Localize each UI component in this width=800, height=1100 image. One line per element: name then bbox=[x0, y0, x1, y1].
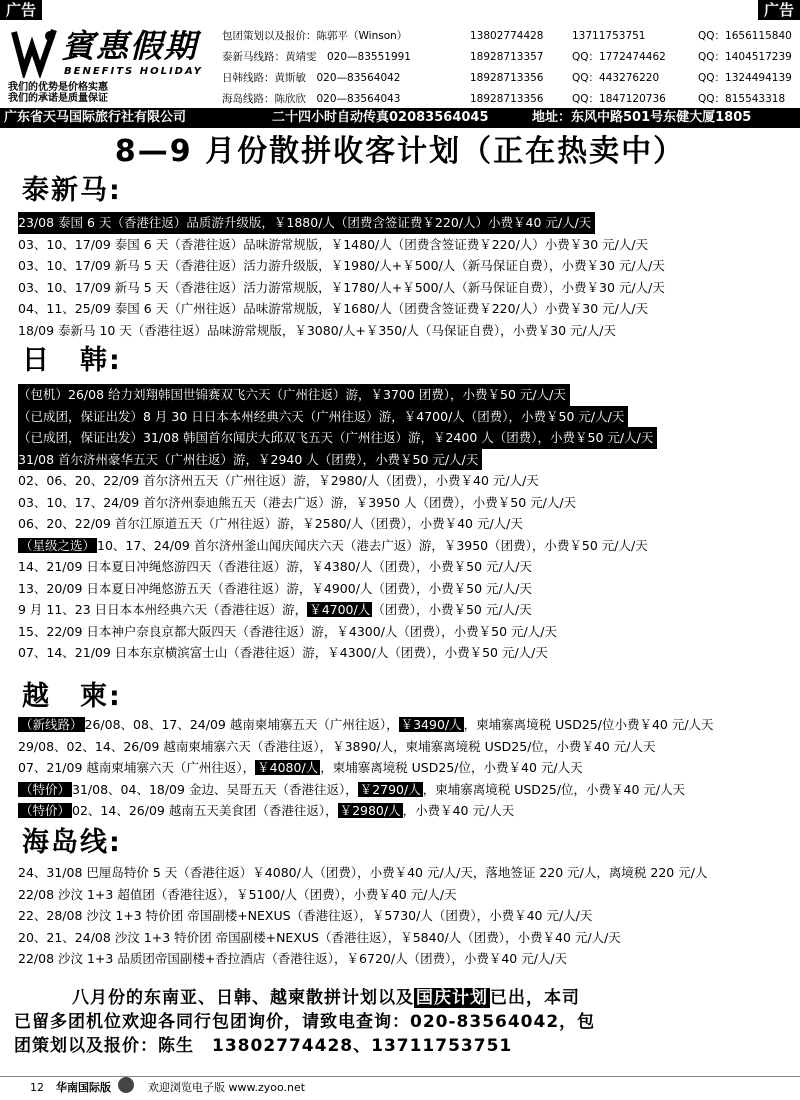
logo-mark-icon bbox=[10, 26, 60, 78]
company-name: 广东省天马国际旅行社有限公司 bbox=[4, 110, 187, 125]
list-item: 04、11、25/09 泰国 6 天（广州往返）品味游常规版，￥1680/人（团费含签证费￥220/人）小费￥30 元/人/天 bbox=[18, 301, 649, 316]
list-item: 06、20、22/09 首尔江原道五天（广州往返）游，￥2580/人（团费），小费￥40 元/人/天 bbox=[18, 516, 523, 531]
slogan-promise: 我们的承诺是质量保证 bbox=[8, 93, 108, 104]
emblem-icon bbox=[118, 1077, 134, 1093]
list-item: （星级之选） 10、17、24/09 首尔济州釜山闻庆闻庆六天（港去广返）游，￥3950（团费），小费￥50 元/人/天 bbox=[20, 537, 648, 553]
contact-name: 日韩线路：黄斯敏 020—83564042 bbox=[222, 72, 401, 84]
slogan-advantage: 我们的优势是价格实惠 bbox=[8, 82, 108, 93]
list-item: 22、28/08 沙汶 1+3 特价团 帝国副楼+NEXUS（香港往返），￥5730/人（团费），小费￥40 元/人/天 bbox=[18, 908, 593, 923]
list-item: 31/08 首尔济州豪华五天（广州往返）游，￥2940 人（团费），小费￥50 元/人/天 bbox=[18, 449, 798, 471]
list-item: 03、10、17/09 新马 5 天（香港往返）活力游升级版，￥1980/人+￥500/人（新马保证自费），小费￥30 元/人/天 bbox=[18, 258, 665, 273]
contact-qq: QQ：1324494139 bbox=[698, 72, 792, 84]
contact-name: 泰新马线路：黄靖雯 020—83551991 bbox=[222, 51, 411, 63]
contact-qq: QQ：1772474462 bbox=[572, 51, 666, 63]
header bbox=[0, 20, 800, 108]
contact-row bbox=[222, 47, 798, 68]
contact-qq: QQ：815543318 bbox=[698, 93, 786, 105]
list-item: 02、06、20、22/09 首尔济州五天（广州往返）游，￥2980/人（团费），小费￥40 元/人/天 bbox=[18, 473, 539, 488]
thai-list bbox=[18, 212, 798, 341]
contact-qq: QQ：1404517239 bbox=[698, 51, 792, 63]
magazine-name: 华南国际版 bbox=[56, 1081, 111, 1094]
list-item: 22/08 沙汶 1+3 超值团（香港往返），￥5100/人（团费），小费￥40 元/人/天 bbox=[18, 886, 457, 902]
list-item: 18/09 泰新马 10 天（香港往返）品味游常规版，￥3080/人+￥350/人（马保证自费），小费￥30 元/人/天 bbox=[18, 322, 616, 338]
list-item: （包机）26/08 给力刘翔韩国世锦赛双飞六天（广州往返）游，￥3700 团费），小费￥50 元/人/天 bbox=[18, 384, 798, 406]
list-item: 03、10、17/09 泰国 6 天（香港往返）品味游常规版，￥1480/人（团费含签证费￥220/人）小费￥30 元/人/天 bbox=[18, 236, 649, 252]
list-item: （新线路） 26/08、08、17、24/09 越南柬埔寨五天（广州往返）， ￥3490/人 ，柬埔寨离境税 USD25/位小费￥40 元/人天 bbox=[20, 717, 714, 732]
national-day-highlight: 国庆计划 bbox=[416, 988, 488, 1008]
section-title-vietnam-cambodia: 越 柬: bbox=[22, 681, 122, 712]
star-tag: （星级之选） bbox=[20, 537, 96, 553]
list-item: 07、14、21/09 日本东京横滨富士山（香港往返）游，￥4300/人（团费），小费￥50 元/人/天 bbox=[18, 645, 548, 660]
section-title-islands: 海岛线: bbox=[22, 827, 122, 858]
list-item: 22/08 沙汶 1+3 品质团帝国副楼+香拉酒店（香港往返），￥6720/人（团费），小费￥40 元/人/天 bbox=[18, 951, 568, 966]
list-item: （已成团，保证出发）31/08 韩国首尔闻庆大邱双飞五天（广州往返）游，￥2400 人（团费），小费￥50 元/人/天 bbox=[18, 427, 798, 449]
contact-name: 海岛线路：陈欣欣 020—83564043 bbox=[222, 93, 401, 105]
list-item: （特价） 31/08、04、18/09 金边、吴哥五天（香港往返）， ￥2790/人 ，柬埔寨离境税 USD25/位，小费￥40 元/人天 bbox=[20, 781, 686, 797]
contact-row bbox=[222, 89, 798, 110]
tag: （特价） bbox=[20, 781, 71, 797]
company-address: 地址：东风中路501号东健大厦1805 bbox=[532, 110, 752, 125]
list-item: 03、10、17、24/09 首尔济州泰迪熊五天（港去广返）游，￥3950 人（团费），小费￥50 元/人/天 bbox=[18, 494, 577, 510]
list-item: 13、20/09 日本夏日冲绳悠游五天（香港往返）游，￥4900/人（团费），小费￥50 元/人/天 bbox=[18, 580, 532, 596]
price-highlight: ￥3490/人 bbox=[400, 717, 462, 732]
list-item: 9 月 11、23 日日本本州经典六天（香港往返）游， ￥4700/人 （团费），小费￥50 元/人/天 bbox=[18, 602, 532, 617]
page-number: 12 bbox=[30, 1081, 44, 1094]
list-item: 23/08 泰国 6 天（香港往返）品质游升级版，￥1880/人（团费含签证费￥220/人）小费￥40 元/人/天 bbox=[18, 212, 798, 234]
list-item: 15、22/09 日本神户奈良京都大阪四天（香港往返）游，￥4300/人（团费），小费￥50 元/人/天 bbox=[18, 623, 557, 639]
list-item: 29/08、02、14、26/09 越南柬埔寨六天（香港往返），￥3890/人，柬埔寨离境税 USD25/位，小费￥40 元/人天 bbox=[18, 738, 656, 754]
contact-row bbox=[222, 26, 798, 47]
contact-qq: QQ：1847120736 bbox=[572, 93, 666, 105]
section-title-japan-korea: 日 韩: bbox=[22, 345, 122, 376]
contact-table bbox=[222, 26, 798, 110]
list-item: 07、21/09 越南柬埔寨六天（广州往返）， ￥4080/人 ，柬埔寨离境税 USD25/位，小费￥40 元/人天 bbox=[18, 760, 583, 775]
list-item: （已成团，保证出发）8 月 30 日日本本州经典六天（广州往返）游，￥4700/人（团费），小费￥50 元/人/天 bbox=[18, 406, 798, 428]
contact-phone: 13802774428 bbox=[470, 30, 544, 42]
page-title: 8—9 月份散拼收客计划（正在热卖中） bbox=[114, 134, 686, 169]
logo-subtitle: BENEFITS HOLIDAY bbox=[64, 66, 203, 77]
tag: （新线路） bbox=[20, 717, 83, 732]
contact-phone: 18928713357 bbox=[470, 51, 544, 63]
islands-list bbox=[18, 862, 798, 970]
list-item: 14、21/09 日本夏日冲绳悠游四天（香港往返）游，￥4380/人（团费），小费￥50 元/人/天 bbox=[18, 559, 532, 574]
fax-number: 二十四小时自动传真02083564045 bbox=[272, 110, 489, 125]
list-item: 20、21、24/08 沙汶 1+3 特价团 帝国副楼+NEXUS（香港往返），￥5840/人（团费），小费￥40 元/人/天 bbox=[18, 929, 621, 945]
contact-phone: 18928713356 bbox=[470, 93, 544, 105]
logo-title: 賓惠假期 bbox=[62, 27, 199, 65]
price-highlight: ￥4700/人 bbox=[309, 602, 371, 617]
vietnam-cambodia-list bbox=[18, 714, 798, 822]
section-title-thai: 泰新马: bbox=[22, 175, 122, 206]
footer-notice: 八月份的东南亚、日韩、越柬散拼计划以及 国庆计划 已出，本司 已留多团机位欢迎各同行包团询价，请致电查询：020-83564042，包 团策划以及报价：陈生 13802774428、13711753751 bbox=[14, 988, 596, 1056]
list-item: （特价） 02、14、26/09 越南五天美食团（香港往返）， ￥2980/人 ，小费￥40 元/人天 bbox=[20, 803, 515, 818]
contact-phone: 18928713356 bbox=[470, 72, 544, 84]
contact-qq: QQ：443276220 bbox=[572, 72, 660, 84]
company-banner bbox=[0, 108, 800, 128]
ad-label-left: 广告 bbox=[0, 0, 42, 20]
price-highlight: ￥4080/人 bbox=[257, 760, 319, 775]
contact-phone: 13711753751 bbox=[572, 30, 646, 42]
ad-label-right: 广告 bbox=[758, 0, 800, 20]
list-item: 03、10、17/09 新马 5 天（香港往返）活力游常规版，￥1780/人+￥500/人（新马保证自费），小费￥30 元/人/天 bbox=[18, 279, 665, 295]
price-highlight: ￥2980/人 bbox=[339, 803, 401, 818]
japan-korea-list bbox=[18, 384, 798, 664]
contact-name: 包团策划以及报价：陈郭平（Winson） bbox=[222, 30, 408, 42]
website-link[interactable]: 欢迎浏览电子版 www.zyoo.net bbox=[148, 1081, 306, 1094]
contact-qq: QQ：1656115840 bbox=[698, 30, 792, 42]
price-highlight: ￥2790/人 bbox=[359, 781, 421, 797]
contact-row bbox=[222, 68, 798, 89]
page-footer bbox=[0, 1076, 800, 1099]
tag: （特价） bbox=[20, 803, 71, 818]
list-item: 24、31/08 巴厘岛特价 5 天（香港往返）￥4080/人（团费），小费￥40 元/人/天，落地签证 220 元/人，离境税 220 元/人 bbox=[18, 865, 708, 880]
logo bbox=[6, 26, 216, 106]
